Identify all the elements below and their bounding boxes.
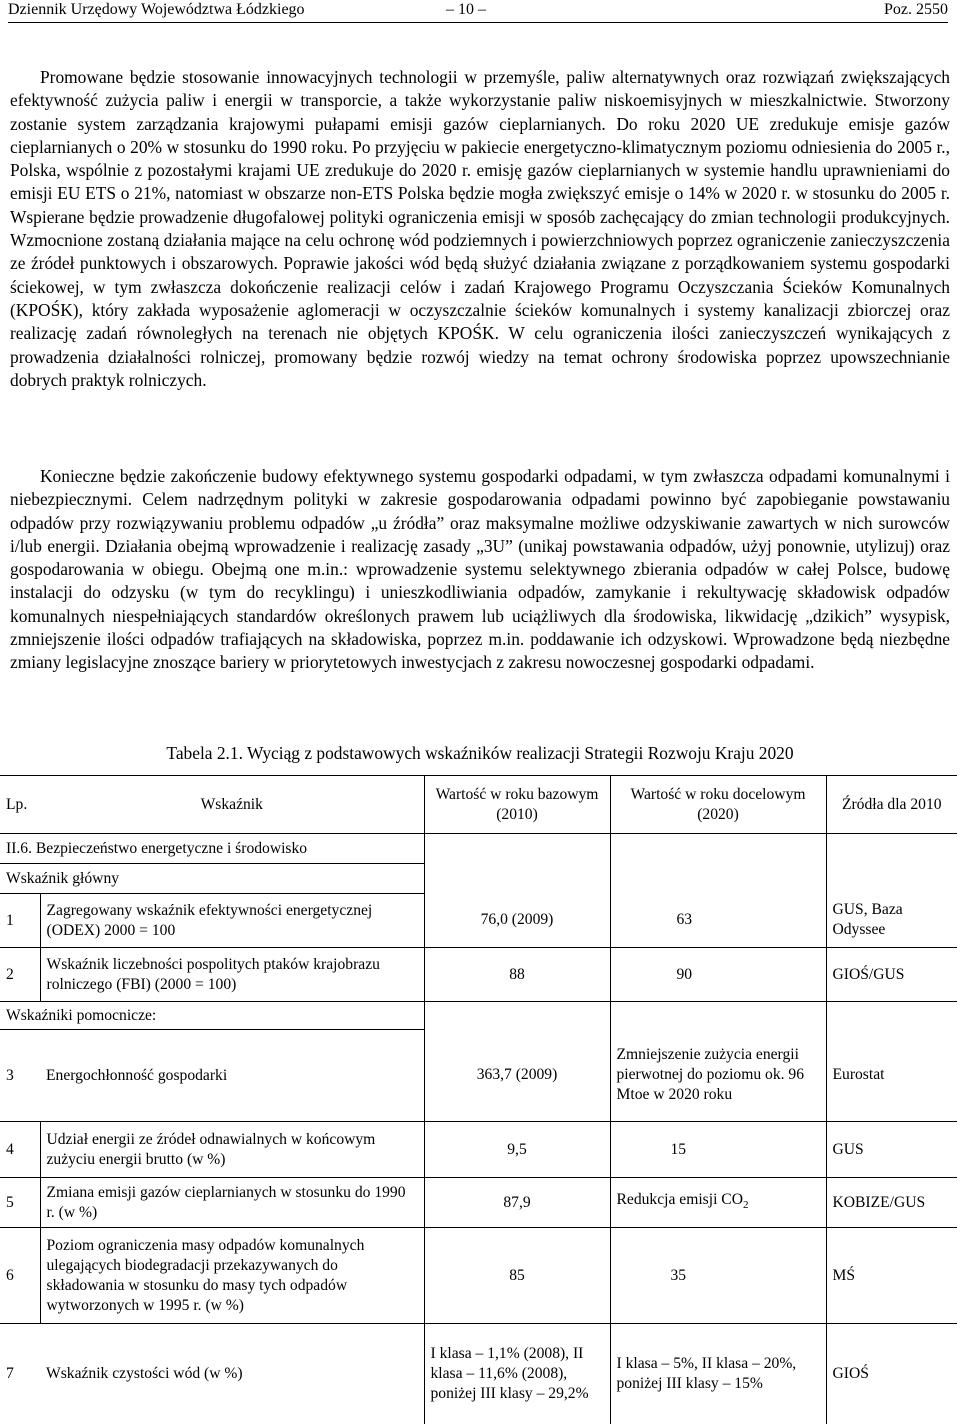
row-lp: 4 bbox=[0, 1122, 40, 1178]
row-lp: 5 bbox=[0, 1178, 40, 1228]
row-source: GIOŚ bbox=[832, 1364, 869, 1382]
row-target-value: I klasa – 5%, II klasa – 20%, poniżej III klasy – 15% bbox=[610, 1324, 826, 1424]
row-base-value: I klasa – 1,1% (2008), II klasa – 11,6% (2008), poniżej III klasy – 29,2% bbox=[424, 1324, 610, 1424]
row-lp: 3 bbox=[0, 1030, 40, 1122]
row-base-value: 9,5 bbox=[424, 1122, 610, 1178]
table-header-row bbox=[0, 776, 957, 834]
row-source: GIOŚ/GUS bbox=[826, 948, 957, 1002]
row-indicator: Udział energii ze źródeł odnawialnych w końcowym zużyciu energii brutto (w %) bbox=[40, 1122, 424, 1178]
row-lp: 7 bbox=[6, 1364, 14, 1382]
row-target-value: 90 bbox=[610, 948, 826, 1002]
table-row bbox=[0, 894, 957, 948]
row-indicator: Zagregowany wskaźnik efektywności energetycznej (ODEX) 2000 = 100 bbox=[40, 894, 424, 948]
header-indicator: Wskaźnik bbox=[40, 776, 424, 834]
row-lp: 2 bbox=[0, 948, 40, 1002]
row-indicator: Zmiana emisji gazów cieplarnianych w stosunku do 1990 r. (w %) bbox=[40, 1178, 424, 1228]
row-target-value: 15 bbox=[610, 1122, 826, 1178]
row-source: GUS, Baza Odyssee bbox=[826, 894, 957, 948]
indicators-table bbox=[0, 775, 957, 1424]
row-base-value: 87,9 bbox=[424, 1178, 610, 1228]
row-target-value: 63 bbox=[610, 894, 826, 948]
row-source: Eurostat bbox=[826, 1030, 957, 1122]
row-indicator: Wskaźnik liczebności pospolitych ptaków krajobrazu rolniczego (FBI) (2000 = 100) bbox=[40, 948, 424, 1002]
body-paragraph-2: Konieczne będzie zakończenie budowy efektywnego systemu gospodarki odpadami, w tym zwłaszcza odpadami komunalnymi i niebezpiecznymi. Celem nadrzędnym polityki w zakresie gospodarowania odpadami powinno być zapobieganie powstawaniu odpadów przy rozwiązywaniu problemu odpadów „u źródła” oraz maksymalne możliwe odzyskiwanie zawartych w nich surowców i/lub energii. Działania obejmą wprowadzenie i realizację zasady „3U” (unikaj powstawania odpadów, użyj ponownie, utylizuj) oraz gospodarowania w obiegu. Obejmą one m.in.: wprowadzenie systemu selektywnego zbierania odpadów w całej Polsce, budowę instalacji do odzysku (w tym do recyklingu) i unieszkodliwiania odpadów, zamykanie i rekultywację składowisk odpadów komunalnych niespełniających standardów określonych prawem lub uciążliwych dla środowiska, likwidację „dzikich” wysypisk, zmniejszenie ilości odpadów trafiających na składowiska, poprzez m.in. poddawanie ich odzyskowi. Wprowadzone będą niezbędne zmiany legislacyjne znoszące bariery w priorytetowych inwestycjach z zakresu nowoczesnej gospodarki odpadami. bbox=[10, 466, 950, 673]
row-target-value: 35 bbox=[610, 1228, 826, 1324]
section-row bbox=[0, 834, 957, 864]
header-target-value: Wartość w roku docelowym (2020) bbox=[610, 776, 826, 834]
row-base-value: 85 bbox=[424, 1228, 610, 1324]
table-row bbox=[0, 948, 957, 1002]
table-row bbox=[0, 1030, 957, 1122]
row-base-value: 88 bbox=[424, 948, 610, 1002]
row-target-value: Zmniejszenie zużycia energii pierwotnej do poziomu ok. 96 Mtoe w 2020 roku bbox=[610, 1030, 826, 1122]
group-aux-label: Wskaźniki pomocnicze: bbox=[0, 1002, 424, 1030]
row-source: GUS bbox=[826, 1122, 957, 1178]
row-lp: 6 bbox=[0, 1228, 40, 1324]
row-lp: 1 bbox=[0, 894, 40, 948]
table-row bbox=[0, 1178, 957, 1228]
section-title: II.6. Bezpieczeństwo energetyczne i środowisko bbox=[0, 834, 424, 864]
table-row bbox=[0, 1324, 957, 1424]
position-number: Poz. 2550 bbox=[884, 1, 948, 18]
header-source: Źródła dla 2010 bbox=[826, 776, 957, 834]
table-row bbox=[0, 1228, 957, 1324]
row-indicator: Poziom ograniczenia masy odpadów komunalnych ulegających biodegradacji przekazywanych do składowania w stosunku do masy tych odpadów wytworzonych w 1995 r. (w %) bbox=[40, 1228, 424, 1324]
table-row bbox=[0, 1122, 957, 1178]
row-source: KOBIZE/GUS bbox=[826, 1178, 957, 1228]
table-caption: Tabela 2.1. Wyciąg z podstawowych wskaźników realizacji Strategii Rozwoju Kraju 2020 bbox=[166, 743, 794, 763]
page-number: – 10 – bbox=[446, 1, 486, 18]
header-base-value: Wartość w roku bazowym (2010) bbox=[424, 776, 610, 834]
journal-title: Dziennik Urzędowy Województwa Łódzkiego bbox=[8, 1, 305, 18]
body-paragraph-1: Promowane będzie stosowanie innowacyjnych technologii w przemyśle, paliw alternatywnych oraz rozwiązań zwiększających efektywność zużycia paliw i energii w transporcie, a także wykorzystanie paliw niskoemisyjnych w mieszkalnictwie. Stworzony zostanie system zarządzania krajowymi pułapami emisji gazów cieplarnianych. Do roku 2020 UE zredukuje emisje gazów cieplarnianych o 20% w stosunku do 1990 roku. Po przyjęciu w pakiecie energetyczno-klimatycznym poziomu odniesienia do 2005 r., Polska, wspólnie z pozostałymi krajami UE zredukuje do 2020 r. emisję gazów cieplarnianych w systemie handlu uprawnieniami do emisji EU ETS o 21%, natomiast w obszarze non-ETS Polska będzie mogła zwiększyć emisje o 14% w 2020 r. w stosunku do 2005 r. Wspierane będzie prowadzenie długofalowej polityki ograniczenia emisji w sposób zachęcający do zmian technologii produkcyjnych. Wzmocnione zostaną działania mające na celu ochronę wód podziemnych i powierzchniowych poprzez ograniczenie zanieczyszczenia ze źródeł punktowych i obszarowych. Poprawie jakości wód będą służyć działania związane z porządkowaniem systemu gospodarki ściekowej, w tym zwłaszcza dokończenie realizacji celów i zadań Krajowego Programu Oczyszczania Ścieków Komunalnych (KPOŚK), który zakłada wyposażenie aglomeracji w oczyszczalnie ścieków komunalnych i systemy kanalizacji zbiorczej oraz realizację zadań równoległych na terenach nie objętych KPOŚK. W celu ograniczenia ilości zanieczyszczeń wynikających z prowadzenia działalności rolniczej, promowany będzie rozwój wiedzy na temat ochrony środowiska poprzez upowszechnianie dobrych praktyk rolniczych. bbox=[10, 67, 950, 390]
page-header bbox=[8, 0, 948, 23]
row-source: MŚ bbox=[826, 1228, 957, 1324]
row-indicator: Energochłonność gospodarki bbox=[40, 1030, 424, 1122]
row-indicator: Wskaźnik czystości wód (w %) bbox=[40, 1324, 424, 1424]
header-lp: Lp. bbox=[0, 776, 40, 834]
group-aux-row bbox=[0, 1002, 957, 1030]
row-target-value: Redukcja emisji $CO_2$ bbox=[610, 1178, 826, 1228]
group-main-row bbox=[0, 864, 957, 894]
row-base-value: 363,7 (2009) bbox=[424, 1030, 610, 1122]
row-base-value: 76,0 (2009) bbox=[424, 894, 610, 948]
group-main-label: Wskaźnik główny bbox=[0, 864, 424, 894]
